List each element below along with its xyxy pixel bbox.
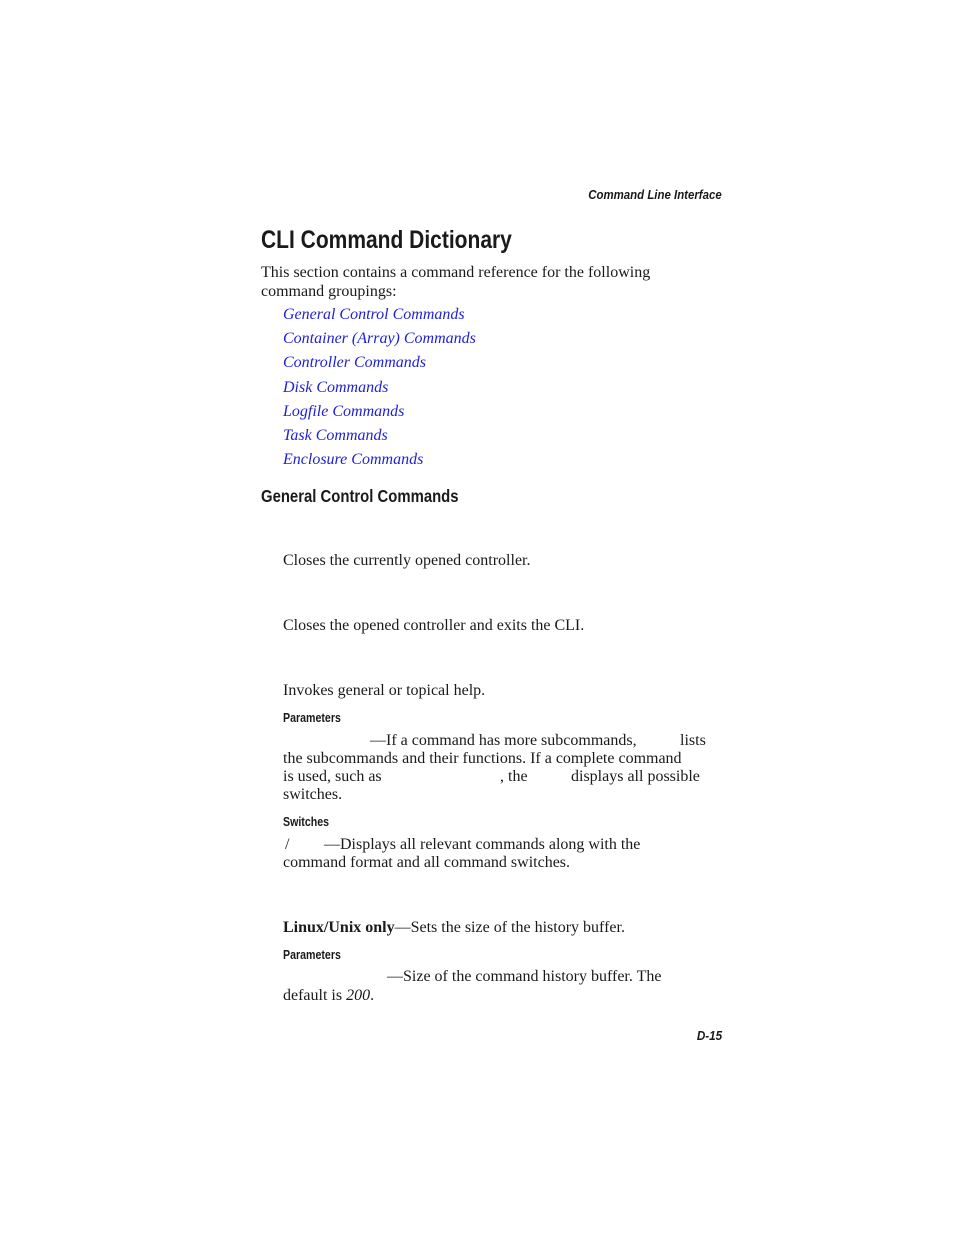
- section-title: CLI Command Dictionary: [261, 226, 512, 254]
- history-platform-note: Linux/Unix only: [283, 919, 395, 936]
- history-param-line1: —Size of the command history buffer. The: [387, 968, 662, 985]
- subsection-heading: General Control Commands: [261, 486, 459, 506]
- toc-link-logfile[interactable]: Logfile Commands: [283, 402, 405, 420]
- running-header: Command Line Interface: [588, 187, 722, 202]
- exit-description: Closes the opened controller and exits the CLI.: [283, 617, 585, 634]
- toc-link-general-control[interactable]: General Control Commands: [283, 306, 465, 323]
- toc-list: [283, 305, 476, 474]
- history-desc-text: —Sets the size of the history buffer.: [394, 919, 625, 936]
- help-param-line3b: , the: [500, 768, 528, 785]
- help-param-line3a: is used, such as: [283, 768, 382, 785]
- help-param-line1a: —If a command has more subcommands,: [370, 732, 637, 749]
- toc-link-enclosure[interactable]: Enclosure Commands: [283, 451, 424, 469]
- help-param-line2: the subcommands and their functions. If a complete command: [283, 750, 682, 767]
- help-parameters-heading: Parameters: [283, 711, 341, 725]
- history-default-label: default is: [283, 987, 343, 1004]
- help-switch-slash: /: [285, 836, 290, 853]
- toc-link-task[interactable]: Task Commands: [283, 426, 388, 444]
- history-parameters-heading: Parameters: [283, 948, 341, 962]
- help-description: Invokes general or topical help.: [283, 682, 486, 699]
- page-number: D-15: [696, 1028, 722, 1043]
- close-description: Closes the currently opened controller.: [283, 552, 531, 569]
- help-param-line1b: lists: [680, 732, 706, 749]
- help-switches-heading: Switches: [283, 815, 330, 829]
- history-param-line2: [283, 987, 374, 1005]
- toc-link-container[interactable]: Container (Array) Commands: [283, 330, 476, 348]
- help-switch-line1: —Displays all relevant commands along with the: [324, 836, 641, 853]
- history-description: [283, 919, 625, 937]
- toc-link-controller[interactable]: Controller Commands: [283, 354, 426, 372]
- history-default-value: 200: [346, 987, 371, 1004]
- help-param-line3c: displays all possible: [571, 768, 700, 785]
- history-default-period: .: [370, 987, 375, 1004]
- toc-link-disk[interactable]: Disk Commands: [283, 378, 389, 396]
- help-switch-line2: command format and all command switches.: [283, 854, 571, 871]
- section-intro: This section contains a command reference for the following command groupings:: [261, 264, 651, 300]
- help-param-line4: switches.: [283, 786, 343, 803]
